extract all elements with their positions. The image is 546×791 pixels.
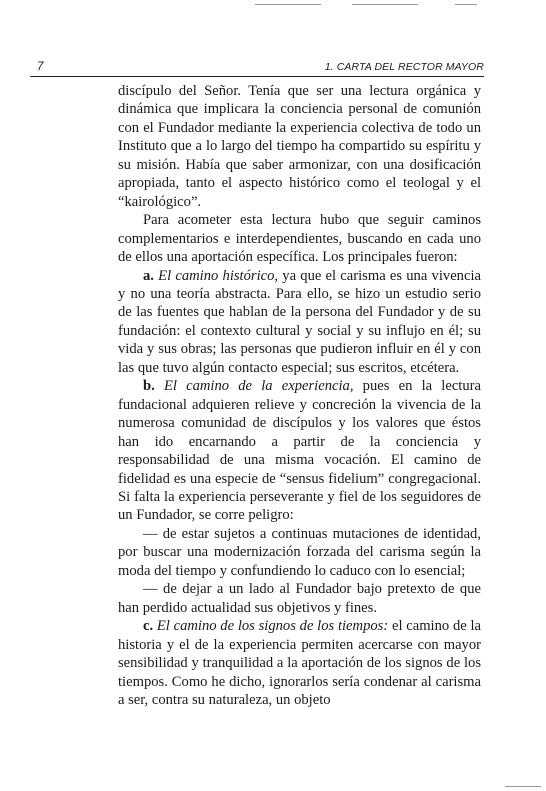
item-b-letter: b. bbox=[143, 378, 155, 395]
item-c-letter: c. bbox=[143, 618, 154, 635]
page-header bbox=[30, 60, 484, 77]
scan-artifact-line bbox=[352, 4, 418, 5]
scan-artifact-line bbox=[255, 4, 321, 5]
running-title: 1. CARTA DEL RECTOR MAYOR bbox=[324, 61, 484, 73]
paragraph-continuation: discípulo del Señor. Tenía que ser una lectura orgánica y dinámica que implicara la conciencia personal de comunión con el Fundador mediante la experiencia colectiva de todo un Instituto que a lo largo del tiempo ha compartido su espíritu y su misión. Había que saber armonizar, con una dosificación apropiada, tanto el aspecto histórico como el teologal y el “kairológico”. bbox=[118, 83, 481, 210]
item-a-title: El camino histórico, bbox=[158, 267, 279, 284]
dash-item-2: — de dejar a un lado al Fundador bajo pretexto de que han perdido actualidad sus objetivos y fines. bbox=[118, 581, 481, 616]
item-c-title: El camino de los signos de los tiempos: bbox=[156, 618, 389, 635]
item-a bbox=[118, 267, 481, 378]
item-c bbox=[118, 617, 481, 709]
item-a-text: ya que el carisma es una vivencia y no una teoría abstracta. Para ello, se hizo un estudio serio de las fuentes que hablan de la persona del Fundador y de su fundación: el contexto cultural y social y su influjo en él; su vida y sus obras; las personas que pudieron influir en él y con las que tuvo algún contacto especial; sus escritos, etcétera. bbox=[118, 267, 481, 376]
item-b-text: pues en la lectura fundacional adquieren relieve y concreción la vivencia de la numerosa comunidad de discípulos y los valores que éstos han ido encarnando a partir de la conciencia y responsabilidad de una misma vocación. El camino de fidelidad es una especie de “sensus fidelium” congregacional. Si falta la experiencia perseverante y fiel de los seguidores de un Fundador, se corre peligro: bbox=[118, 378, 481, 524]
page-number: 7 bbox=[37, 61, 44, 73]
scan-artifact-line bbox=[505, 786, 541, 787]
item-a-letter: a. bbox=[143, 267, 154, 284]
scan-artifact-line bbox=[455, 4, 477, 5]
item-c-text: el camino de la historia y el de la experiencia permiten acercarse con mayor sensibilidad y tranquilidad a la aportación de los signos de los tiempos. Como he dicho, ignorarlos sería condenar al carisma a ser, contra su naturaleza, un objeto bbox=[118, 618, 481, 708]
item-b-title: El camino de la experiencia, bbox=[163, 378, 354, 395]
dash-item-1: — de estar sujetos a continuas mutaciones de identidad, por buscar una modernización forzada del carisma según la moda del tiempo y confundiendo lo caduco con lo esencial; bbox=[118, 525, 481, 579]
body-text bbox=[118, 82, 481, 709]
item-b bbox=[118, 377, 481, 525]
paragraph-intro: Para acometer esta lectura hubo que seguir caminos complementarios e interdependientes, buscando en cada uno de ellos una aportación específica. Los principales fueron: bbox=[118, 212, 481, 266]
